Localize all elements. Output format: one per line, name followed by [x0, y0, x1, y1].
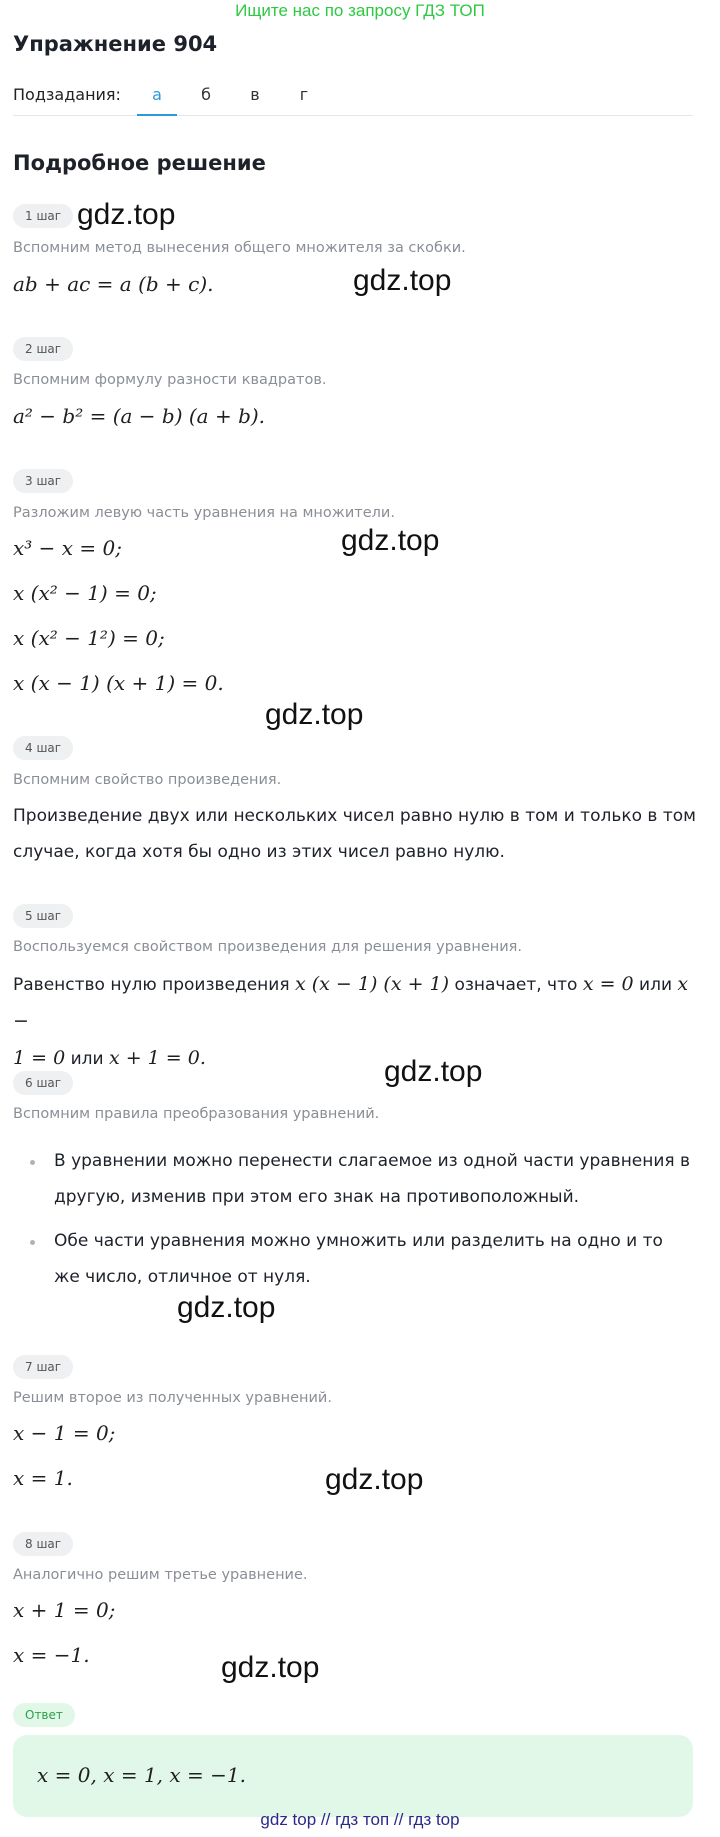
step-1-hint: Вспомним метод вынесения общего множителя за скобки.: [13, 240, 466, 256]
step-2-formula: a² − b² = (a − b) (a + b).: [13, 404, 266, 428]
step-5-text: [13, 966, 703, 1077]
step-2-badge: 2 шаг: [13, 337, 73, 361]
step-3-line-2: x (x² − 1) = 0;: [13, 581, 157, 605]
step-3-line-3: x (x² − 1²) = 0;: [13, 626, 165, 650]
bullet-dot-2: [30, 1240, 35, 1245]
step-6-hint: Вспомним правила преобразования уравнений.: [13, 1106, 380, 1122]
step-7-line-2: x = 1.: [13, 1466, 73, 1490]
bullet-dot-1: [30, 1160, 35, 1165]
step-3-line-4: x (x − 1) (x + 1) = 0.: [13, 671, 224, 695]
footer-links[interactable]: gdz top // гдз топ // гдз top: [260, 1810, 460, 1829]
answer-box: [13, 1735, 693, 1817]
step-6-bullet-1: В уравнении можно перенести слагаемое из одной части уравнения в другую, изменив при этом его знак на противоположный.: [54, 1151, 691, 1207]
subtasks-bar: [13, 82, 693, 116]
step-1-formula: ab + ac = a (b + c).: [13, 272, 214, 296]
step-5-math-x0: x = 0: [582, 973, 634, 995]
step-5-math-x-minus: x −: [13, 973, 689, 1032]
subtask-tab-v[interactable]: в: [250, 85, 260, 104]
step-7-line-1: x − 1 = 0;: [13, 1421, 116, 1445]
subtask-tab-a[interactable]: а: [137, 85, 177, 116]
subtask-tab-b[interactable]: б: [201, 85, 211, 104]
step-8-hint: Аналогично решим третье уравнение.: [13, 1567, 308, 1583]
step-7-badge: 7 шаг: [13, 1355, 73, 1379]
step-5-hint: Воспользуемся свойством произведения для решения уравнения.: [13, 939, 522, 955]
step-5-badge: 5 шаг: [13, 904, 73, 928]
watermark: gdz.top: [341, 524, 440, 557]
step-3-line-1: x³ − x = 0;: [13, 536, 122, 560]
step-3-badge: 3 шаг: [13, 469, 73, 493]
step-5-math-one-zero: 1 = 0: [13, 1047, 66, 1069]
step-5-text-c: или: [633, 975, 678, 995]
step-6-badge: 6 шаг: [13, 1071, 73, 1095]
step-5-math-x-plus: x + 1 = 0.: [108, 1047, 206, 1069]
answer-badge: Ответ: [13, 1703, 75, 1727]
step-8-badge: 8 шаг: [13, 1532, 73, 1556]
answer-value: x = 0, x = 1, x = −1.: [37, 1763, 246, 1787]
page-title: Упражнение 904: [13, 32, 218, 56]
section-title: Подробное решение: [13, 151, 266, 175]
step-5-text-d: или: [65, 1049, 109, 1069]
watermark: gdz.top: [353, 264, 452, 297]
promo-banner[interactable]: Ищите нас по запросу ГДЗ ТОП: [235, 1, 485, 20]
watermark: gdz.top: [221, 1651, 320, 1684]
watermark: gdz.top: [325, 1463, 424, 1496]
step-1-badge: 1 шаг: [13, 204, 73, 228]
step-2-hint: Вспомним формулу разности квадратов.: [13, 372, 327, 388]
watermark: gdz.top: [177, 1291, 276, 1324]
watermark: gdz.top: [77, 198, 176, 231]
step-5-math-product: x (x − 1) (x + 1): [294, 973, 450, 995]
step-4-badge: 4 шаг: [13, 736, 73, 760]
step-4-hint: Вспомним свойство произведения.: [13, 772, 282, 788]
step-5-text-b: означает, что: [449, 975, 583, 995]
step-6-bullet-2: Обе части уравнения можно умножить или разделить на одно и то же число, отличное от нуля.: [54, 1231, 663, 1287]
step-8-line-1: x + 1 = 0;: [13, 1598, 116, 1622]
subtask-tab-g[interactable]: г: [299, 85, 309, 104]
step-5-text-a: Равенство нулю произведения: [13, 975, 295, 995]
step-7-hint: Решим второе из полученных уравнений.: [13, 1390, 332, 1406]
subtasks-label: Подзадания:: [13, 85, 121, 104]
step-3-hint: Разложим левую часть уравнения на множители.: [13, 505, 395, 521]
step-4-text: Произведение двух или нескольких чисел равно нулю в том и только в том случае, когда хотя бы одно из этих чисел равно нулю.: [13, 806, 696, 862]
watermark: gdz.top: [265, 698, 364, 731]
step-8-line-2: x = −1.: [13, 1643, 90, 1667]
watermark: gdz.top: [384, 1055, 483, 1088]
